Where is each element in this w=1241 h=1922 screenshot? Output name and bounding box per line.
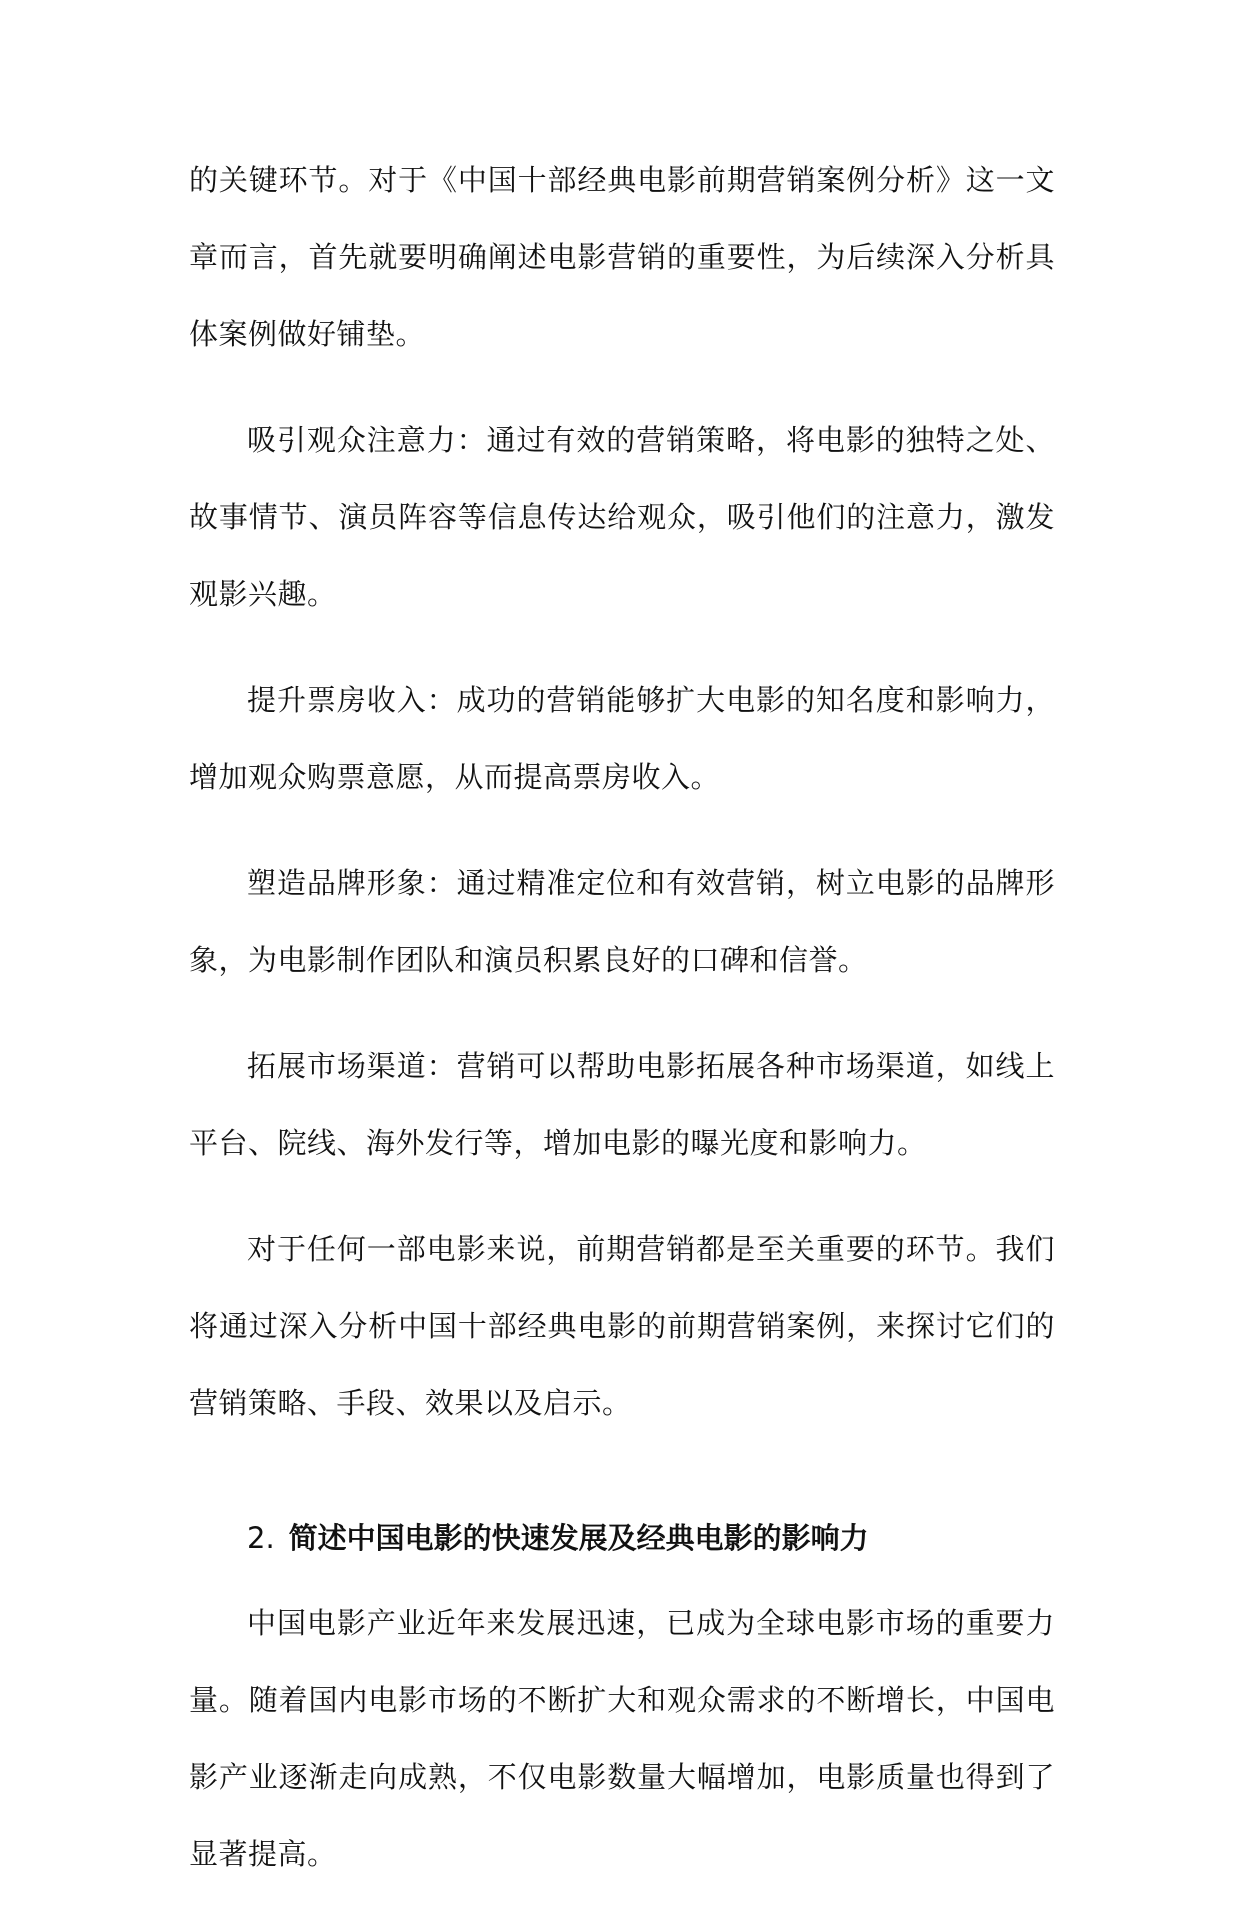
paragraph-box-office: 提升票房收入：成功的营销能够扩大电影的知名度和影响力，增加观众购票意愿，从而提高票房收入。 [189,683,1055,794]
section-title: 简述中国电影的快速发展及经典电影的影响力 [288,1521,869,1555]
paragraph-market-channels: 拓展市场渠道：营销可以帮助电影拓展各种市场渠道，如线上平台、院线、海外发行等，增加电影的曝光度和影响力。 [189,1049,1055,1160]
section-heading [189,1500,1055,1577]
document-body [189,142,1055,1922]
section-number: 2. [247,1521,275,1555]
paragraph-continuation: 的关键环节。对于《中国十部经典电影前期营销案例分析》这一文章而言，首先就要明确阐述电影营销的重要性，为后续深入分析具体案例做好铺垫。 [189,163,1055,351]
paragraph-summary: 对于任何一部电影来说，前期营销都是至关重要的环节。我们将通过深入分析中国十部经典电影的前期营销案例，来探讨它们的营销策略、手段、效果以及启示。 [189,1232,1055,1420]
paragraph-industry-growth: 中国电影产业近年来发展迅速，已成为全球电影市场的重要力量。随着国内电影市场的不断扩大和观众需求的不断增长，中国电影产业逐渐走向成熟，不仅电影数量大幅增加，电影质量也得到了显著提高。 [189,1606,1055,1871]
paragraph-attract-audience: 吸引观众注意力：通过有效的营销策略，将电影的独特之处、故事情节、演员阵容等信息传达给观众，吸引他们的注意力，激发观影兴趣。 [189,423,1055,611]
paragraph-brand-image: 塑造品牌形象：通过精准定位和有效营销，树立电影的品牌形象，为电影制作团队和演员积累良好的口碑和信誉。 [189,866,1055,977]
